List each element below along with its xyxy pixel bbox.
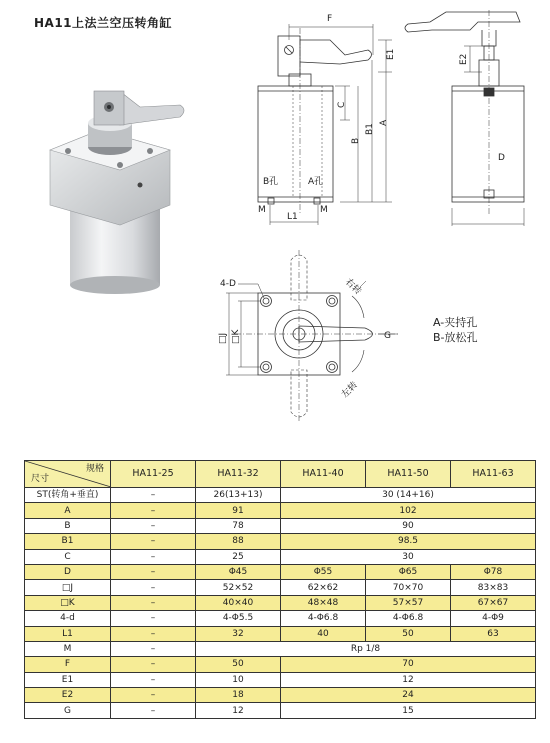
page-title: HA11上法兰空压转角缸 <box>34 16 173 30</box>
table-cell: Φ55 <box>281 564 366 579</box>
table-header-row <box>25 461 536 488</box>
row-label: L1 <box>25 626 111 641</box>
dim-E2: E2 <box>459 53 469 65</box>
table-cell: 88 <box>196 534 281 549</box>
table-row <box>25 503 536 518</box>
model-header: HA11-50 <box>366 461 451 488</box>
dim-B1: B1 <box>365 123 375 135</box>
table-cell: Φ78 <box>451 564 536 579</box>
legend-a: A-夹持孔 <box>433 316 478 329</box>
table-cell: 24 <box>281 688 536 703</box>
table-cell: 62×62 <box>281 580 366 595</box>
row-label: 4-d <box>25 611 111 626</box>
dim-K: □K <box>231 329 241 344</box>
row-label: C <box>25 549 111 564</box>
row-label: □J <box>25 580 111 595</box>
table-cell: – <box>111 641 196 656</box>
table-cell: 63 <box>451 626 536 641</box>
label-left-turn: 左转 <box>340 380 360 401</box>
table-cell: – <box>111 580 196 595</box>
table-row <box>25 672 536 687</box>
row-label: B1 <box>25 534 111 549</box>
table-cell: 10 <box>196 672 281 687</box>
table-cell: 26(13+13) <box>196 488 281 503</box>
table-cell: – <box>111 672 196 687</box>
spec-table <box>24 460 536 719</box>
table-cell: – <box>111 549 196 564</box>
table-cell: – <box>111 564 196 579</box>
table-cell: 50 <box>366 626 451 641</box>
table-cell: 25 <box>196 549 281 564</box>
corner-top-label: 规格 <box>85 464 104 474</box>
table-cell: 30 (14+16) <box>281 488 536 503</box>
table-row <box>25 595 536 610</box>
hole-legend <box>433 315 478 345</box>
table-cell: 91 <box>196 503 281 518</box>
label-a-hole: A孔 <box>308 177 324 187</box>
dim-M-left: M <box>258 205 266 215</box>
table-cell: 40 <box>281 626 366 641</box>
model-header: HA11-25 <box>111 461 196 488</box>
dim-A: A <box>379 119 389 126</box>
table-cell: 18 <box>196 688 281 703</box>
dim-D: D <box>498 153 505 163</box>
table-row <box>25 703 536 718</box>
table-cell: 32 <box>196 626 281 641</box>
table-cell: 30 <box>281 549 536 564</box>
table-cell: 78 <box>196 518 281 533</box>
row-label: D <box>25 564 111 579</box>
table-cell: 70×70 <box>366 580 451 595</box>
table-row <box>25 611 536 626</box>
table-row <box>25 657 536 672</box>
table-cell: 4-Φ6.8 <box>366 611 451 626</box>
dim-G: G <box>384 331 391 341</box>
table-row <box>25 534 536 549</box>
dim-J: □J <box>218 332 228 344</box>
table-cell: – <box>111 503 196 518</box>
table-cell: 67×67 <box>451 595 536 610</box>
table-row <box>25 549 536 564</box>
row-label: ST(转角+垂直) <box>25 488 111 503</box>
table-cell: 57×57 <box>366 595 451 610</box>
corner-bottom-label: 尺寸 <box>31 474 50 484</box>
row-label: M <box>25 641 111 656</box>
model-header: HA11-63 <box>451 461 536 488</box>
table-row <box>25 488 536 503</box>
table-cell: – <box>111 657 196 672</box>
table-cell: – <box>111 534 196 549</box>
table-cell: 83×83 <box>451 580 536 595</box>
row-label: E2 <box>25 688 111 703</box>
table-cell: 4-Φ9 <box>451 611 536 626</box>
table-row <box>25 688 536 703</box>
legend-b: B-放松孔 <box>433 331 478 344</box>
table-cell: 98.5 <box>281 534 536 549</box>
table-cell: 4-Φ6.8 <box>281 611 366 626</box>
row-label: □K <box>25 595 111 610</box>
table-cell: Rp 1/8 <box>196 641 536 656</box>
table-cell: – <box>111 518 196 533</box>
table-cell: – <box>111 611 196 626</box>
table-row <box>25 641 536 656</box>
table-cell: Φ65 <box>366 564 451 579</box>
corner-cell <box>25 461 111 488</box>
row-label: F <box>25 657 111 672</box>
table-cell: – <box>111 488 196 503</box>
dim-L1: L1 <box>287 212 298 222</box>
label-right-turn: 右转 <box>342 277 363 297</box>
table-cell: 48×48 <box>281 595 366 610</box>
dim-C: C <box>337 101 347 108</box>
model-header: HA11-32 <box>196 461 281 488</box>
model-header: HA11-40 <box>281 461 366 488</box>
table-cell: 50 <box>196 657 281 672</box>
table-cell: – <box>111 703 196 718</box>
row-label: G <box>25 703 111 718</box>
label-b-hole: B孔 <box>263 177 279 187</box>
table-cell: 90 <box>281 518 536 533</box>
table-cell: 52×52 <box>196 580 281 595</box>
dim-E1: E1 <box>386 48 396 60</box>
table-cell: 15 <box>281 703 536 718</box>
table-row <box>25 626 536 641</box>
table-cell: 4-Φ5.5 <box>196 611 281 626</box>
dim-F: F <box>327 14 333 24</box>
table-row <box>25 518 536 533</box>
table-cell: – <box>111 626 196 641</box>
table-cell: 12 <box>281 672 536 687</box>
table-row <box>25 564 536 579</box>
table-cell: 102 <box>281 503 536 518</box>
dim-B: B <box>351 137 361 144</box>
dim-M-right: M <box>320 205 328 215</box>
row-label: A <box>25 503 111 518</box>
table-cell: Φ45 <box>196 564 281 579</box>
table-row <box>25 580 536 595</box>
table-cell: 40×40 <box>196 595 281 610</box>
table-cell: – <box>111 688 196 703</box>
table-cell: 70 <box>281 657 536 672</box>
table-cell: 12 <box>196 703 281 718</box>
row-label: E1 <box>25 672 111 687</box>
dim-4-D: 4-D <box>220 279 236 289</box>
table-cell: – <box>111 595 196 610</box>
row-label: B <box>25 518 111 533</box>
